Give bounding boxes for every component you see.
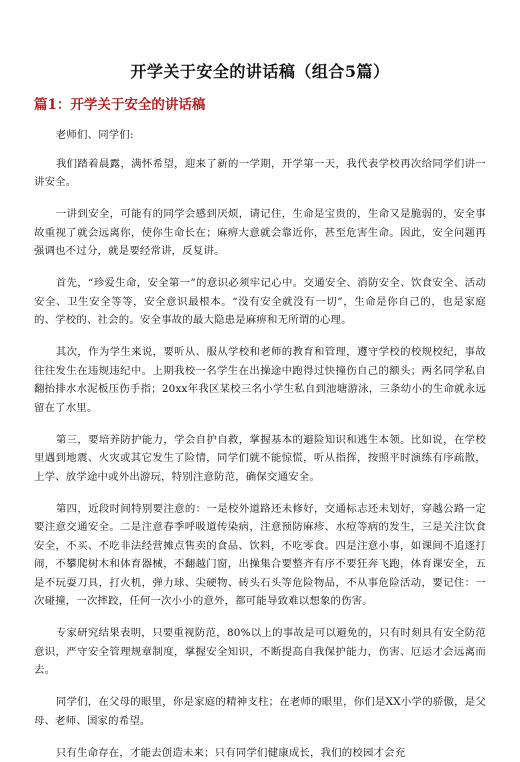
paragraph-safety-importance: 一讲到安全，可能有的同学会感到厌烦，请记住，生命是宝贵的，生命又是脆弱的，安全事故重视了就会远离你，使你生命长在；麻痹大意就会靠近你，甚至危害生命。因此，安全问题再强调也不过分，就是要经常讲，反复讲。 bbox=[34, 205, 486, 261]
paragraph-third-point: 第三，要培养防护能力，学会自护自救，掌握基本的避险知识和逃生本领。比如说，在学校里遇到地震、火灾或其它发生了险情，同学们就不能惊慌，听从指挥，按照平时演练有序疏散，上学、放学途中或外出游玩，特别注意防范，确保交通安全。 bbox=[34, 431, 486, 487]
paragraph-students-hope: 同学们，在父母的眼里，你是家庭的精神支柱；在老师的眼里，你们是XX小学的骄傲，是父母、老师、国家的希望。 bbox=[34, 693, 486, 730]
paragraph-fourth-point: 第四，近段时间特别要注意的：一是校外道路还未修好，交通标志还未划好，穿越公路一定要注意交通安全。二是注意春季呼吸道传染病，注意预防麻疹、水痘等病的发生，三是关注饮食安全，不买、不吃非法经营摊点售卖的食品、饮料，不吃零食。四是注意小事，如课间不追逐打闹，不攀爬树木和体育器械，不翻越门窗，出操集合要整齐有序不要狂奔飞跑，体育课安全，五是不玩耍刀具，打火机，弹力球、尖硬物、砖头石头等危险物品，不从事危险活动，要记住：一次碰撞，一次摔跤，任何一次小小的意外，都可能导致难以想象的伤害。 bbox=[34, 500, 486, 611]
section-title: 篇1：开学关于安全的讲话稿 bbox=[34, 96, 486, 114]
paragraph-greeting: 老师们、同学们: bbox=[34, 126, 486, 145]
paragraph-first-point: 首先，“珍爱生命，安全第一”的意识必须牢记心中。交通安全、消防安全、饮食安全、活动安全、卫生安全等等，安全意识最根本。“没有安全就没有一切”，生命是你自己的，也是家庭的、学校的、社会的。安全事故的最大隐患是麻痹和无所谓的心理。 bbox=[34, 274, 486, 330]
paragraph-second-point: 其次，作为学生来说，要听从、服从学校和老师的教育和管理，遵守学校的校规校纪，事故往往发生在违规违纪中。上期我校一名学生在出操途中跑得过快撞伤自己的额头；两名同学私自翻抬排水水泥板压伤手指；20xx年我区某校三名小学生私自到池塘游泳，三条幼小的生命就永远留在了水里。 bbox=[34, 343, 486, 417]
document-title: 开学关于安全的讲话稿（组合5篇） bbox=[34, 62, 486, 82]
paragraph-closing: 只有生命存在，才能去创造未来；只有同学们健康成长，我们的校园才会充 bbox=[34, 744, 486, 762]
paragraph-opening: 我们踏着晨露，满怀希望，迎来了新的一学期，开学第一天，我代表学校再次给同学们讲一讲安全。 bbox=[34, 155, 486, 192]
paragraph-expert-research: 专家研究结果表明，只要重视防范，80%以上的事故是可以避免的，只有时刻具有安全防范意识，严守安全管理规章制度，掌握安全知识，不断提高自我保护能力，伤害、厄运才会远离而去。 bbox=[34, 624, 486, 680]
